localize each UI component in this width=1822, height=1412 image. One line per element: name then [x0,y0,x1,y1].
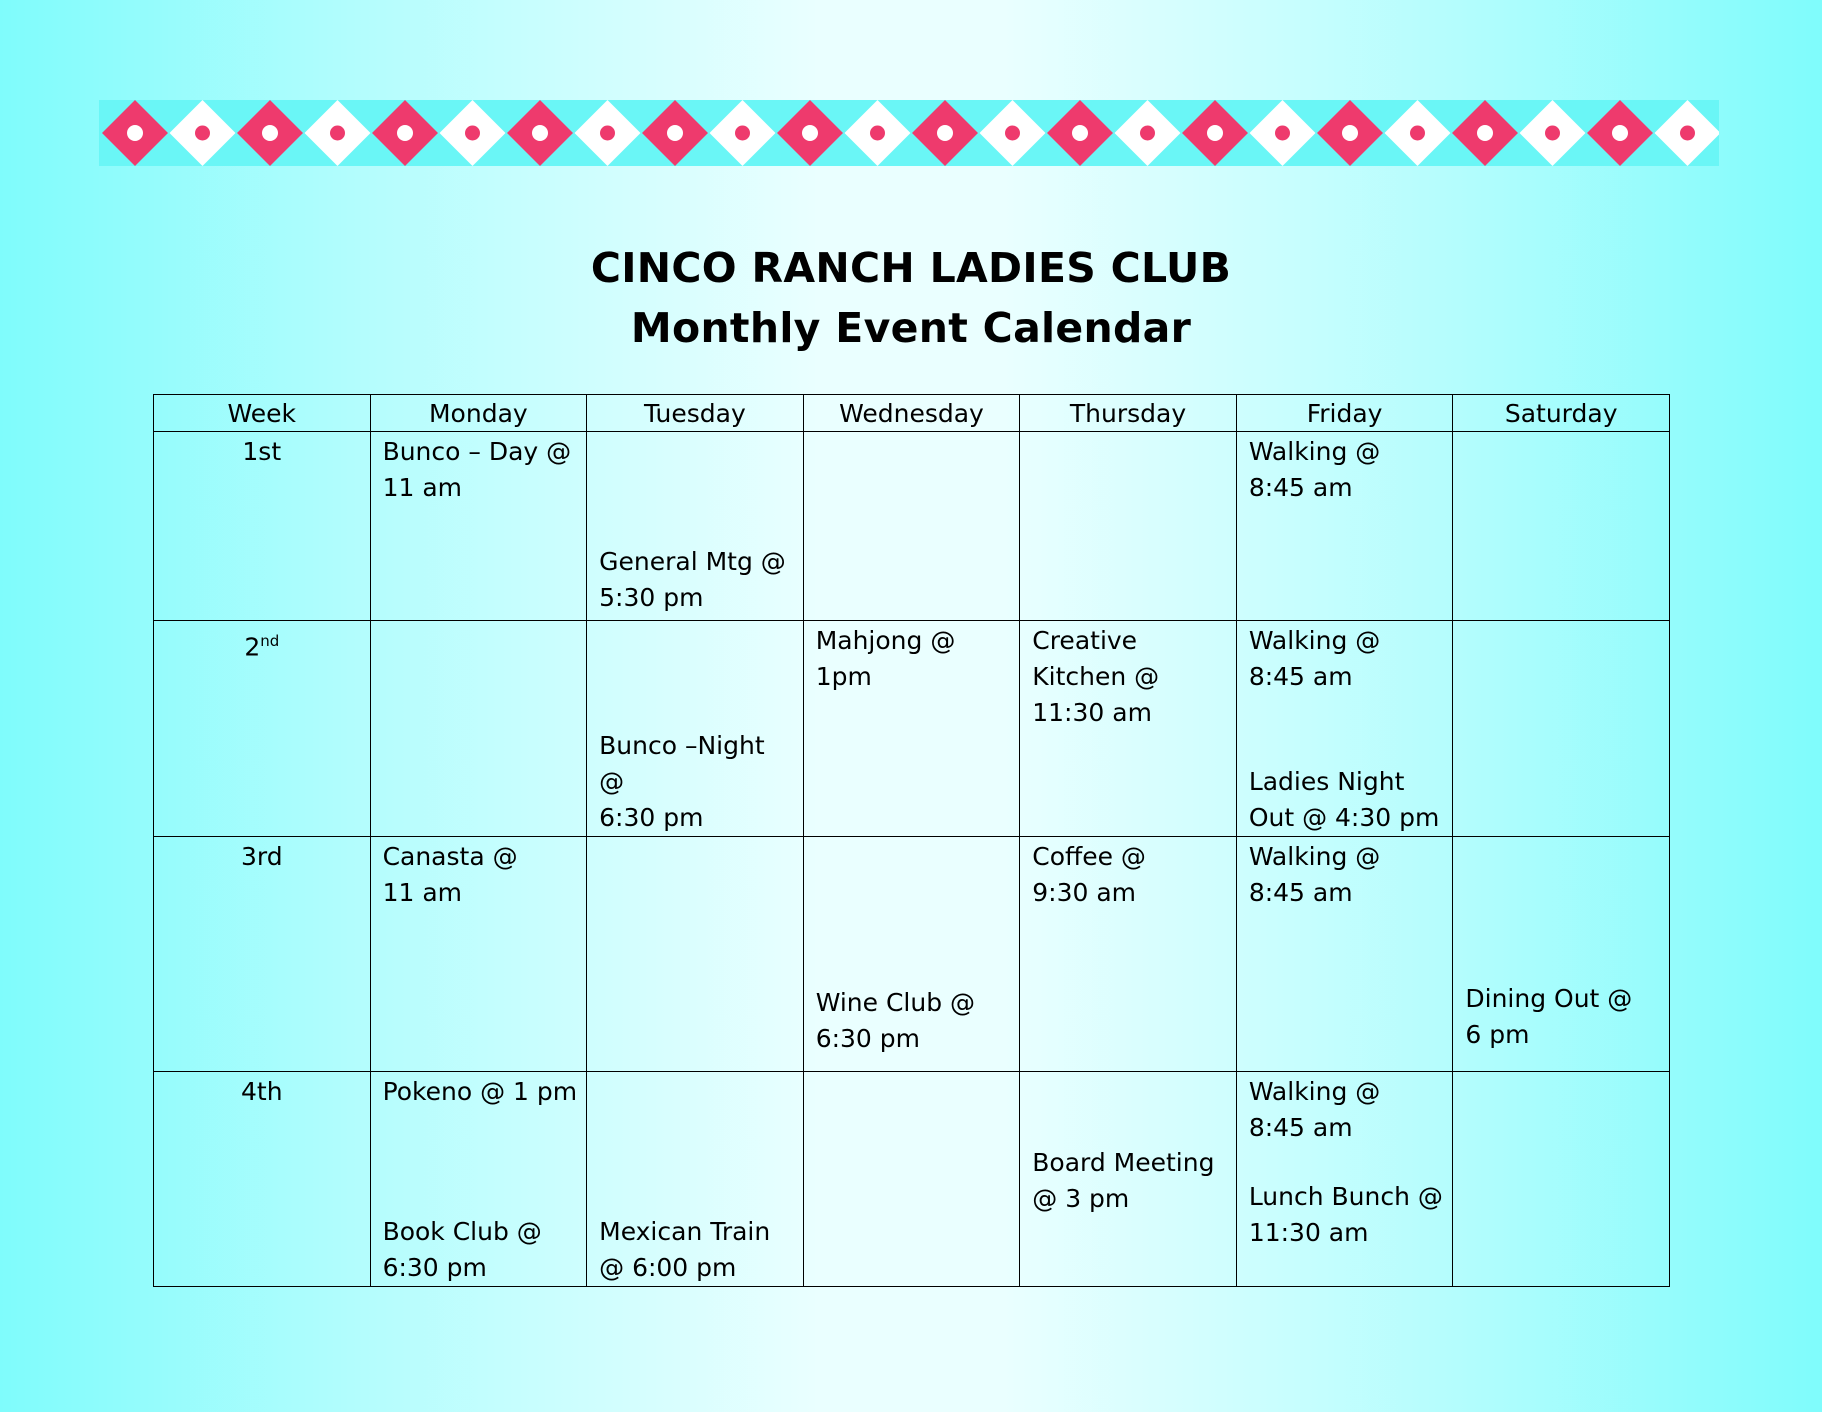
diamond-dot [870,126,885,141]
diamond-dot [1072,125,1088,141]
diamond-dot [802,125,818,141]
diamond-dot [1275,126,1290,141]
cell-week2-saturday [1453,621,1670,837]
diamond-dot [1680,126,1695,141]
cell-week2-thursday [1020,621,1237,837]
calendar-title: Monthly Event Calendar [630,304,1192,352]
col-header-monday: Monday [370,395,587,432]
col-header-friday: Friday [1236,395,1453,432]
event-mexican-train: Mexican Train @ 6:00 pm [599,1217,771,1282]
diamond-dot [1410,126,1425,141]
diamond-dot [127,125,143,141]
club-title: CINCO RANCH LADIES CLUB [590,244,1232,292]
event-board-meeting: Board Meeting @ 3 pm [1032,1147,1215,1213]
event-walking: Walking @ 8:45 am [1248,1076,1381,1142]
event-bunco-night: Bunco –Night @ 6:30 pm [599,731,765,833]
cell-week3-saturday [1453,837,1670,1071]
col-header-week: Week [154,395,371,432]
cell-week1-tuesday [587,432,804,621]
diamond-dot [195,126,210,141]
diamond-dot [937,125,953,141]
event-dining-out: Dining Out @ 6 pm [1465,983,1633,1049]
diamond-dot [1612,125,1628,141]
cell-week2-wednesday [803,621,1020,837]
cell-week2-friday [1236,621,1453,837]
event-walking: Walking @ 8:45 am [1248,437,1381,502]
cell-week3-wednesday [803,837,1020,1071]
week-label [154,432,371,621]
cell-week3-thursday [1020,837,1237,1071]
cell-week4-thursday [1020,1071,1237,1286]
week-row-3 [154,837,1670,1071]
event-ladies-night-out: Ladies Night Out @ 4:30 pm [1248,767,1440,833]
event-calendar-table [153,394,1670,1287]
event-book-club: Book Club @ 6:30 pm [382,1217,542,1282]
diamond-dot [465,126,480,141]
diamond-pattern [99,100,1719,166]
header-row [154,395,1670,432]
week-label [154,1071,371,1286]
cell-week3-friday [1236,837,1453,1071]
cell-week3-monday [370,837,587,1071]
cell-week4-friday [1236,1071,1453,1286]
event-canasta: Canasta @ 11 am [382,842,518,908]
event-walking: Walking @ 8:45 am [1248,842,1381,908]
cell-week4-saturday [1453,1071,1670,1286]
week-row-1 [154,432,1670,621]
event-pokeno: Pokeno @ 1 pm [382,1076,578,1106]
event-bunco-day: Bunco – Day @ 11 am [382,437,572,502]
cell-week1-friday [1236,432,1453,621]
col-header-thursday: Thursday [1020,395,1237,432]
diamond-dot [1207,125,1223,141]
diamond-dot [330,126,345,141]
col-header-saturday: Saturday [1453,395,1670,432]
week-label-text: 1st [242,437,282,466]
cell-week1-monday [370,432,587,621]
event-walking: Walking @ 8:45 am [1248,626,1381,692]
diamond-dot [262,125,278,141]
event-general-meeting: General Mtg @ 5:30 pm [599,547,786,613]
diamond-dot [1477,125,1493,141]
diamond-dot [1342,125,1358,141]
event-lunch-bunch: Lunch Bunch @ 11:30 am [1248,1181,1443,1247]
cell-week2-tuesday [587,621,804,837]
week-row-2 [154,621,1670,837]
page-header [0,238,1822,358]
diamond-dot [600,126,615,141]
week-label-text: 3rd [240,842,283,872]
decorative-diamond-border [99,100,1719,166]
cell-week4-tuesday [587,1071,804,1286]
week-label-text: 4th [241,1076,283,1106]
diamond-dot [1140,126,1155,141]
col-header-wednesday: Wednesday [803,395,1020,432]
diamond-dot [1545,126,1560,141]
cell-week4-wednesday [803,1071,1020,1286]
week-label [154,837,371,1071]
event-mahjong: Mahjong @ 1pm [815,626,956,692]
cell-week1-wednesday [803,432,1020,621]
week-row-4 [154,1071,1670,1286]
event-creative-kitchen: Creative Kitchen @ 11:30 am [1032,626,1160,728]
week-label [154,621,371,837]
week-label-text: 2 [244,632,261,662]
cell-week3-tuesday [587,837,804,1071]
cell-week4-monday [370,1071,587,1286]
week-label-suffix: nd [260,632,280,651]
col-header-tuesday: Tuesday [587,395,804,432]
diamond-dot [667,125,683,141]
cell-week1-saturday [1453,432,1670,621]
cell-week2-monday [370,621,587,837]
cell-week1-thursday [1020,432,1237,621]
diamond-dot [532,125,548,141]
diamond-dot [1005,126,1020,141]
diamond-dot [735,126,750,141]
event-coffee: Coffee @ 9:30 am [1032,842,1146,908]
diamond-dot [397,125,413,141]
event-wine-club: Wine Club @ 6:30 pm [815,987,976,1053]
